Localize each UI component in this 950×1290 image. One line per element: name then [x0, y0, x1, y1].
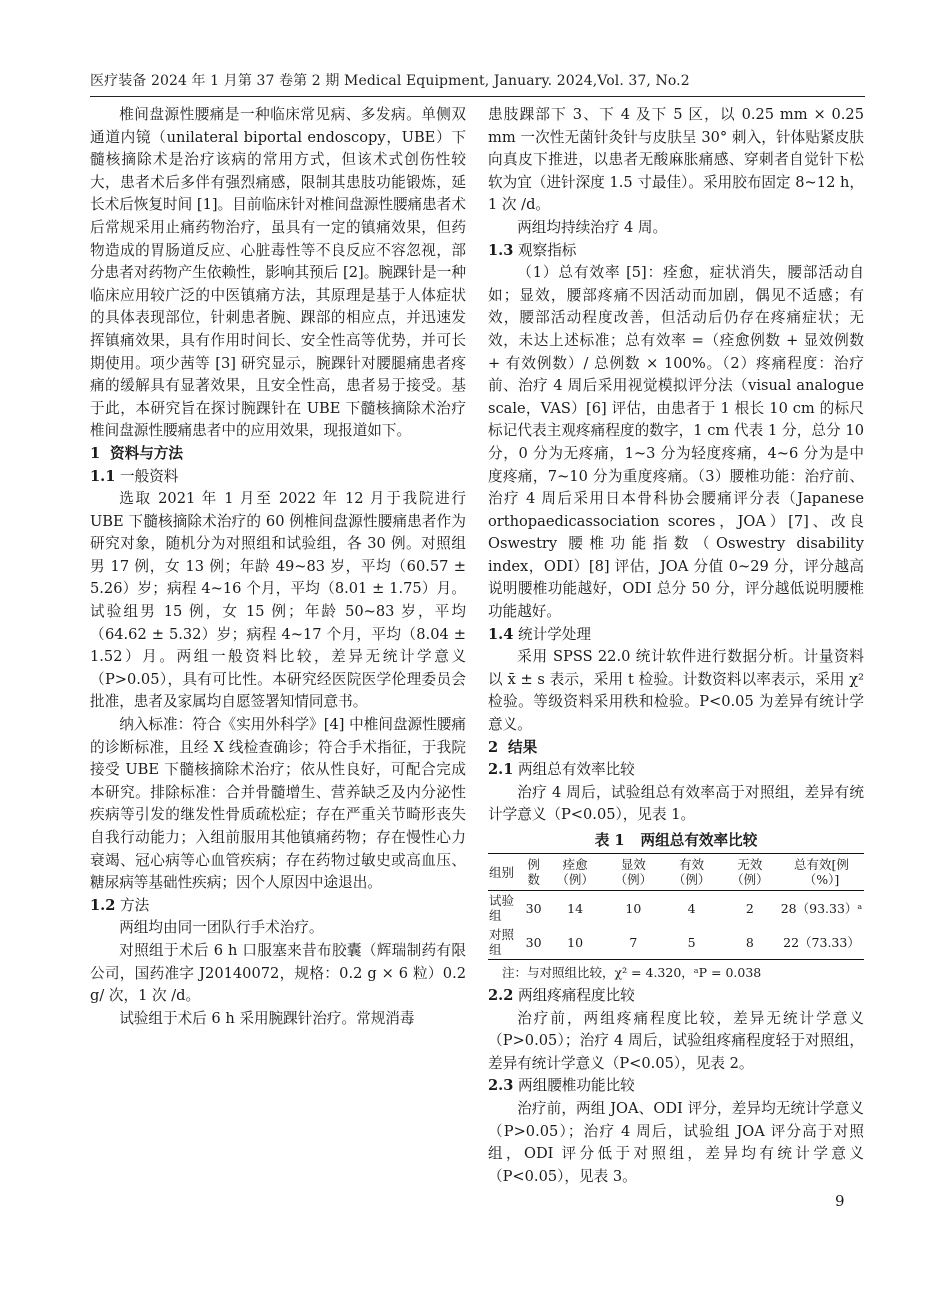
table-cell: 对照组: [489, 927, 515, 957]
section-number: 1.3: [488, 241, 514, 259]
running-header: 医疗装备 2024 年 1 月第 37 卷第 2 期 Medical Equipment, January. 2024,Vol. 37, No.2: [90, 70, 865, 97]
result-2-2-paragraph: 治疗前，两组疼痛程度比较，差异无统计学意义（P>0.05）；治疗 4 周后，试验组疼痛程度轻于对照组，差异有统计学意义（P<0.05），见表 2。: [488, 1009, 864, 1072]
section-2-2-heading: [488, 985, 864, 1008]
section-title: 资料与方法: [110, 444, 183, 462]
table-header-cell: 组别: [488, 854, 521, 891]
table-cell: 30: [525, 900, 542, 916]
left-column: [90, 104, 466, 1030]
statistics-paragraph: 采用 SPSS 22.0 统计软件进行数据分析。计量资料以 x̄ ± s 表示，采用 t 检验。计数资料以率表示，采用 χ² 检验。等级资料采用秩和检验。P<0.05 为差异有统计学意义。: [488, 648, 864, 734]
table-row: [488, 891, 864, 926]
page-number: 9: [835, 1192, 845, 1210]
section-number: 2.2: [488, 987, 514, 1004]
table-header-cell: 总有效[例（%）]: [779, 854, 864, 891]
section-number: 2: [488, 738, 499, 756]
section-number: 1.2: [90, 896, 116, 914]
method-paragraph-4: 两组均持续治疗 4 周。: [517, 218, 668, 236]
section-2-3-heading: [488, 1075, 864, 1098]
table-cell: 28（93.33）ᵃ: [780, 900, 863, 916]
table-cell: 5: [687, 934, 696, 950]
observation-paragraph: （1）总有效率 [5]：痊愈，症状消失，腰部活动自如；显效，腰部疼痛不因活动而加剧，偶见不适感；有效，腰部活动程度改善，但活动后仍存在疼痛症状；无效，未达上述标准；总有效率 =（痊愈例数 + 显效例数 + 有效例数）/ 总例数 × 100%。（2）疼痛程度：治疗前、治疗 4 周后采用视觉模拟评分法（visual analogue scale，VAS）[6] 评估，由患者于 1 根长 10 cm 的标尺标记代表主观疼痛程度的数字，1 cm 代表 1 分，总分 10 分，0 分为无疼痛，1~3 分为轻度疼痛，4~6 分为是中度疼痛，7~10 分为重度疼痛。（3）腰椎功能：治疗前、治疗 4 周后采用日本骨科协会腰痛评分表（Japanese orthopaedicassociation scores，JOA）[7]、改良 Oswestry 腰椎功能指数（Oswestry disability index，ODI）[8] 评估，JOA 分值 0~29 分，评分越高说明腰椎功能越好，ODI 总分 50 分，评分越低说明腰椎功能越好。: [488, 264, 864, 621]
section-title: 结果: [508, 738, 538, 756]
table-cell: 10: [625, 900, 642, 916]
section-2-heading: [488, 737, 864, 760]
table-1: [488, 853, 864, 960]
section-number: 1: [90, 444, 101, 462]
section-2-1-heading: [488, 759, 864, 782]
section-number: 1.1: [90, 467, 116, 485]
result-2-1-paragraph: 治疗 4 周后，试验组总有效率高于对照组，差异有统计学意义（P<0.05），见表 1。: [488, 783, 864, 824]
table-cell: 8: [745, 934, 754, 950]
table-header-cell: 例数: [521, 854, 546, 891]
table-header-row: [488, 854, 864, 891]
table-header-cell: 无效（例）: [721, 854, 779, 891]
section-number: 2.3: [488, 1077, 514, 1095]
general-paragraph-2: 纳入标准：符合《实用外科学》[4] 中椎间盘源性腰痛的诊断标准，且经 X 线检查确诊；符合手术指征，于我院接受 UBE 下髓核摘除术治疗；依从性良好，可配合完成本研究。排除标准：合并骨髓增生、营养缺乏及内分泌性疾病等引发的继发性骨质疏松症；存在严重关节畸形丧失自我行动能力；入组前服用其他镇痛药物；存在慢性心力衰竭、冠心病等心血管疾病；存在药物过敏史或高血压、糖尿病等基础性疾病；因个人原因中途退出。: [90, 716, 466, 892]
table-cell: 试验组: [489, 893, 515, 923]
section-title: 统计学处理: [518, 625, 591, 643]
method-continuation: 患肢踝部下 3、下 4 及下 5 区，以 0.25 mm × 0.25 mm 一次性无菌针灸针与皮肤呈 30° 刺入，针体贴紧皮肤向真皮下推进，以患者无酸麻胀痛感、穿刺者自觉针下松软为宜（进针深度 1.5 寸最佳）。采用胶布固定 8~12 h，1 次 /d。: [488, 106, 864, 214]
table-header-cell: 有效（例）: [662, 854, 720, 891]
method-paragraph-2: 对照组于术后 6 h 口服塞来昔布胶囊（辉瑞制药有限公司，国药准字 J20140072，规格：0.2 g × 6 粒）0.2 g/ 次，1 次 /d。: [90, 941, 466, 1005]
section-title: 一般资料: [120, 467, 179, 485]
section-title: 方法: [120, 896, 150, 914]
table-cell: 2: [745, 900, 754, 916]
section-1-3-heading: [488, 240, 864, 263]
section-title: 两组腰椎功能比较: [518, 1077, 635, 1095]
section-number: 2.1: [488, 761, 514, 779]
intro-paragraph: 椎间盘源性腰痛是一种临床常见病、多发病。单侧双通道内镜（unilateral biportal endoscopy，UBE）下髓核摘除术是治疗该病的常用方式，但该术式创伤性较大，患者术后多伴有强烈痛感，限制其患肢功能锻炼，延长术后恢复时间 [1]。目前临床针对椎间盘源性腰痛患者术后常规采用止痛药物治疗，虽具有一定的镇痛效果，但药物造成的胃肠道反应、心脏毒性等不良反应不容忽视，部分患者对药物产生依赖性，影响其预后 [2]。腕踝针是一种临床应用较广泛的中医镇痛方法，其原理是基于人体症状的具体表现部位，针刺患者腕、踝部的相应点，并迅速发挥镇痛效果，具有作用时间长、安全性高等优势，并可长期使用。项少茜等 [3] 研究显示，腕踝针对腰腿痛患者疼痛的缓解具有显著效果，且安全性高，患者易于接受。基于此，本研究旨在探讨腕踝针在 UBE 下髓核摘除术治疗椎间盘源性腰痛患者中的应用效果，现报道如下。: [90, 106, 466, 440]
table-cell: 7: [629, 934, 638, 950]
section-number: 1.4: [488, 625, 514, 643]
section-title: 两组疼痛程度比较: [518, 987, 635, 1004]
method-paragraph-1: 两组均由同一团队行手术治疗。: [119, 919, 324, 937]
general-paragraph-1: 选取 2021 年 1 月至 2022 年 12 月于我院进行 UBE 下髓核摘除术治疗的 60 例椎间盘源性腰痛患者作为研究对象，随机分为对照组和试验组，各 30 例。对照组男 17 例，女 13 例；年龄 49~83 岁，平均（60.57 ± 5.26）岁；病程 4~16 个月，平均（8.01 ± 1.75）月。试验组男 15 例，女 15 例；年龄 50~83 岁，平均（64.62 ± 5.32）岁；病程 4~17 个月，平均（8.04 ± 1.52）月。两组一般资料比较，差异无统计学意义（P>0.05），具有可比性。本研究经医院医学伦理委员会批准，患者及家属均自愿签署知情同意书。: [90, 490, 466, 711]
method-paragraph-3: 试验组于术后 6 h 采用腕踝针治疗。常规消毒: [119, 1009, 415, 1027]
section-1-1-heading: [90, 466, 466, 489]
section-title: 观察指标: [518, 241, 577, 259]
table-cell: 14: [567, 900, 584, 916]
table-cell: 22（73.33）: [783, 934, 860, 950]
table-row: [488, 925, 864, 960]
right-column: [488, 104, 864, 1188]
table-caption: 两组总有效率比较: [640, 832, 758, 849]
table-cell: 4: [687, 900, 696, 916]
section-1-heading: [90, 443, 466, 466]
table-number: 表 1: [594, 832, 625, 849]
table-header-cell: 显效（例）: [604, 854, 662, 891]
table-cell: 10: [567, 934, 584, 950]
table-1-note: 注：与对照组比较，χ² = 4.320，ᵃP = 0.038: [502, 965, 762, 980]
section-title: 两组总有效率比较: [518, 761, 635, 779]
table-1-title: [488, 829, 864, 853]
table-cell: 30: [525, 934, 542, 950]
table-header-cell: 痊愈（例）: [546, 854, 604, 891]
section-1-4-heading: [488, 624, 864, 647]
section-1-2-heading: [90, 895, 466, 918]
result-2-3-paragraph: 治疗前，两组 JOA、ODI 评分，差异均无统计学意义（P>0.05）；治疗 4 周后，试验组 JOA 评分高于对照组，ODI 评分低于对照组，差异均有统计学意义（P<0.05），见表 3。: [488, 1099, 864, 1185]
